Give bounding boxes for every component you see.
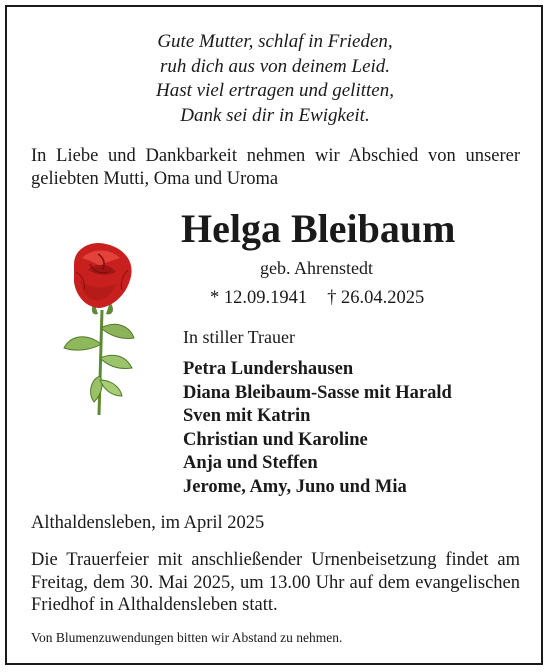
place-date: Althaldensleben, im April 2025 xyxy=(31,513,265,533)
poem-line: Gute Mutter, schlaf in Frieden, xyxy=(157,31,393,52)
intro-text: In Liebe und Dankbarkeit nehmen wir Abschied von unserer geliebten Mutti, Oma und Uroma xyxy=(31,146,520,189)
rose-leaf xyxy=(101,324,134,338)
poem xyxy=(0,30,550,128)
poem-line: ruh dich aus von deinem Leid. xyxy=(159,55,391,77)
rose-leaf xyxy=(64,337,101,350)
funeral-notice: Die Trauerfeier mit anschließender Urnenbeisetzung findet am Freitag, dem 30. Mai 2025, um 13.00 Uhr auf dem evangelischen Friedhof in Althaldensleben statt. xyxy=(31,550,520,615)
birth-name: geb. Ahrenstedt xyxy=(260,258,373,278)
death-date: † 26.04.2025 xyxy=(327,288,425,308)
deceased-name: Helga Bleibaum xyxy=(181,206,456,251)
list-item: Christian und Karoline xyxy=(183,429,368,450)
mourners-list xyxy=(183,358,452,500)
poem-line: Dank sei dir in Ewigkeit. xyxy=(180,104,370,126)
rose-leaf xyxy=(100,355,132,368)
mourning-label: In stiller Trauer xyxy=(183,327,295,347)
list-item: Petra Lundershausen xyxy=(183,359,354,379)
list-item: Diana Bleibaum-Sasse mit Harald xyxy=(183,382,452,403)
flowers-note: Von Blumenzuwendungen bitten wir Abstand zu nehmen. xyxy=(31,630,343,645)
life-dates xyxy=(210,287,424,309)
list-item: Jerome, Amy, Juno und Mia xyxy=(183,476,407,497)
list-item: Sven mit Katrin xyxy=(183,406,311,427)
rose-stem xyxy=(99,310,102,415)
list-item: Anja und Steffen xyxy=(183,453,318,474)
poem-line: Hast viel ertragen und gelitten, xyxy=(156,80,394,101)
birth-date: * 12.09.1941 xyxy=(210,288,308,308)
rose-illustration-icon xyxy=(44,240,154,430)
rose-leaf xyxy=(100,380,122,396)
